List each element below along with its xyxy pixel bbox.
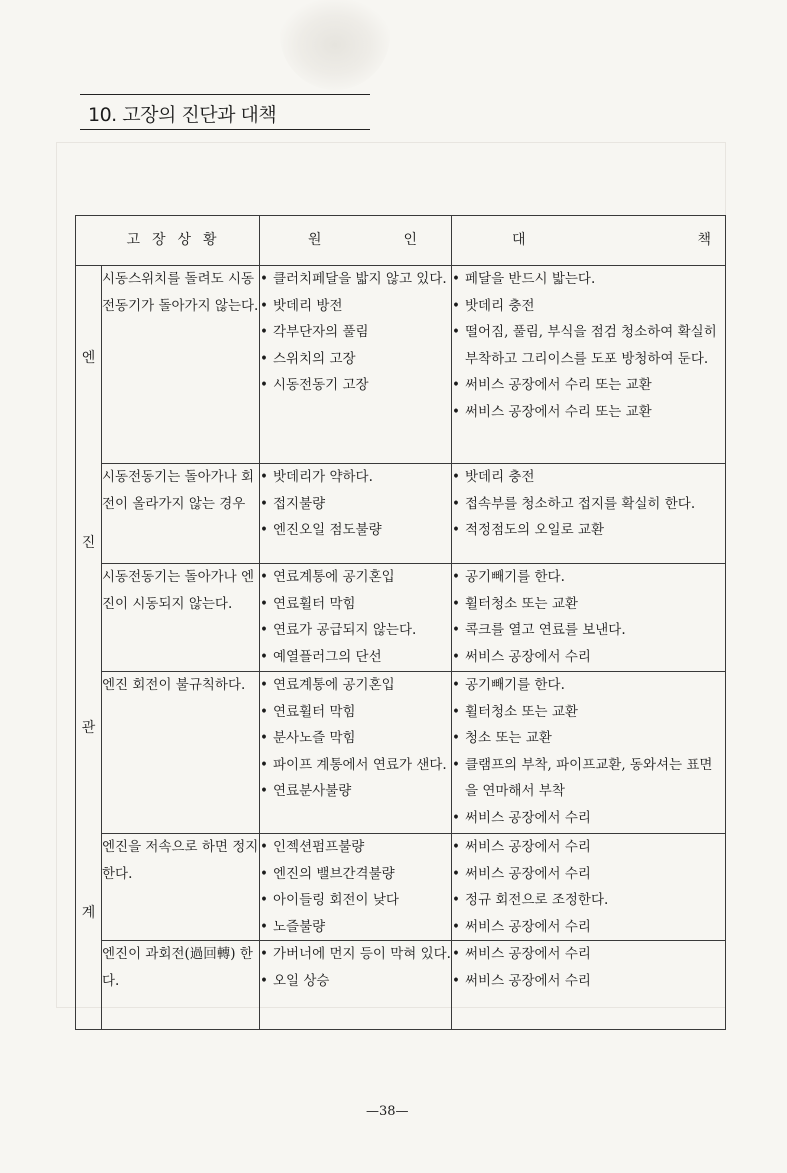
remedy-item: • 적정점도의 오일로 교환: [452, 517, 725, 544]
symptom-cell: 엔진을 저속으로 하면 정지한다.: [102, 834, 260, 941]
page-number: —38—: [366, 1104, 409, 1119]
section-heading: [80, 94, 370, 130]
page-stain: [280, 0, 390, 90]
remedy-item: • 휠터청소 또는 교환: [452, 699, 725, 726]
header-remedy: [452, 216, 726, 266]
category-char: 계: [81, 905, 96, 922]
remedy-item: • 청소 또는 교환: [452, 725, 725, 752]
header-cause-char-2: 인: [403, 232, 418, 249]
remedy-item: • 정규 회전으로 조정한다.: [452, 887, 725, 914]
remedy-item: • 써비스 공장에서 수리: [452, 861, 725, 888]
remedy-cell: [452, 834, 726, 941]
category-engine-related: [76, 266, 102, 1030]
header-cause: [260, 216, 452, 266]
cause-item: • 연료휠터 막힘: [260, 591, 451, 618]
header-remedy-char-2: 책: [697, 232, 712, 249]
remedy-cell: [452, 564, 726, 672]
category-char: 진: [81, 535, 96, 552]
remedy-item: • 페달을 반드시 밟는다.: [452, 266, 725, 293]
remedy-item: • 떨어짐, 풀림, 부식을 점검 청소하여 확실히 부착하고 그리이스를 도포 방청하여 둔다.: [452, 319, 725, 372]
table-row: [76, 834, 726, 941]
troubleshooting-table: [75, 215, 726, 1030]
cause-item: • 클러치페달을 밟지 않고 있다.: [260, 266, 451, 293]
table-row: [76, 672, 726, 834]
symptom-cell: 시동스위치를 돌려도 시동 전동기가 돌아가지 않는다.: [102, 266, 260, 464]
cause-item: • 스위치의 고장: [260, 346, 451, 373]
cause-cell: [260, 672, 452, 834]
cause-cell: [260, 266, 452, 464]
remedy-item: • 써비스 공장에서 수리 또는 교환: [452, 399, 725, 426]
cause-item: • 연료계통에 공기혼입: [260, 564, 451, 591]
remedy-cell: [452, 266, 726, 464]
header-cause-char-1: 원: [308, 232, 322, 249]
section-title: 10. 고장의 진단과 대책: [88, 104, 277, 126]
table-header-row: [76, 216, 726, 266]
remedy-cell: [452, 941, 726, 1030]
category-char: 엔: [81, 350, 96, 367]
heading-rule-top: [80, 94, 370, 95]
remedy-item: • 밧데리 충전: [452, 293, 725, 320]
cause-item: • 엔진의 밸브간격불량: [260, 861, 451, 888]
table-row: [76, 464, 726, 564]
remedy-item: • 접속부를 청소하고 접지를 확실히 한다.: [452, 491, 725, 518]
table-row: [76, 564, 726, 672]
remedy-item: • 공기빼기를 한다.: [452, 672, 725, 699]
table-row: [76, 941, 726, 1030]
symptom-cell: 엔진이 과회전(過回轉) 한다.: [102, 941, 260, 1030]
cause-item: • 접지불량: [260, 491, 451, 518]
cause-item: • 아이들링 회전이 낮다: [260, 887, 451, 914]
cause-item: • 연료휠터 막힘: [260, 699, 451, 726]
cause-cell: [260, 941, 452, 1030]
cause-cell: [260, 834, 452, 941]
cause-item: • 오일 상승: [260, 968, 451, 995]
remedy-item: • 써비스 공장에서 수리: [452, 941, 725, 968]
cause-item: • 연료계통에 공기혼입: [260, 672, 451, 699]
remedy-item: • 밧데리 충전: [452, 464, 725, 491]
symptom-cell: 시동전동기는 돌아가나 회전이 올라가지 않는 경우: [102, 464, 260, 564]
remedy-item: • 공기빼기를 한다.: [452, 564, 725, 591]
remedy-cell: [452, 672, 726, 834]
cause-item: • 파이프 계통에서 연료가 샌다.: [260, 752, 451, 779]
cause-item: • 예열플러그의 단선: [260, 644, 451, 671]
symptom-cell: 시동전동기는 돌아가나 엔진이 시동되지 않는다.: [102, 564, 260, 672]
header-symptom: 고장상황: [76, 216, 260, 266]
remedy-item: • 써비스 공장에서 수리: [452, 834, 725, 861]
remedy-item: • 클램프의 부착, 파이프교환, 동와셔는 표면을 연마해서 부착: [452, 752, 725, 805]
cause-item: • 분사노즐 막힘: [260, 725, 451, 752]
remedy-item: • 콕크를 열고 연료를 보낸다.: [452, 617, 725, 644]
remedy-item: • 써비스 공장에서 수리: [452, 805, 725, 832]
cause-item: • 인젝션펌프불량: [260, 834, 451, 861]
table-row: [76, 266, 726, 464]
cause-item: • 노즐불량: [260, 914, 451, 941]
cause-cell: [260, 564, 452, 672]
remedy-item: • 써비스 공장에서 수리 또는 교환: [452, 372, 725, 399]
remedy-item: • 써비스 공장에서 수리: [452, 914, 725, 941]
cause-item: • 밧데리가 약하다.: [260, 464, 451, 491]
cause-item: • 엔진오일 점도불량: [260, 517, 451, 544]
remedy-cell: [452, 464, 726, 564]
heading-rule-bottom: [80, 129, 370, 130]
remedy-item: • 휠터청소 또는 교환: [452, 591, 725, 618]
cause-item: • 연료분사불량: [260, 778, 451, 805]
header-remedy-char-1: 대: [512, 232, 526, 249]
cause-item: • 연료가 공급되지 않는다.: [260, 617, 451, 644]
cause-item: • 밧데리 방전: [260, 293, 451, 320]
symptom-cell: 엔진 회전이 불규칙하다.: [102, 672, 260, 834]
cause-cell: [260, 464, 452, 564]
cause-item: • 시동전동기 고장: [260, 372, 451, 399]
category-char: 관: [81, 720, 96, 737]
cause-item: • 각부단자의 풀림: [260, 319, 451, 346]
remedy-item: • 써비스 공장에서 수리: [452, 968, 725, 995]
cause-item: • 가버너에 먼지 등이 막혀 있다.: [260, 941, 451, 968]
remedy-item: • 써비스 공장에서 수리: [452, 644, 725, 671]
